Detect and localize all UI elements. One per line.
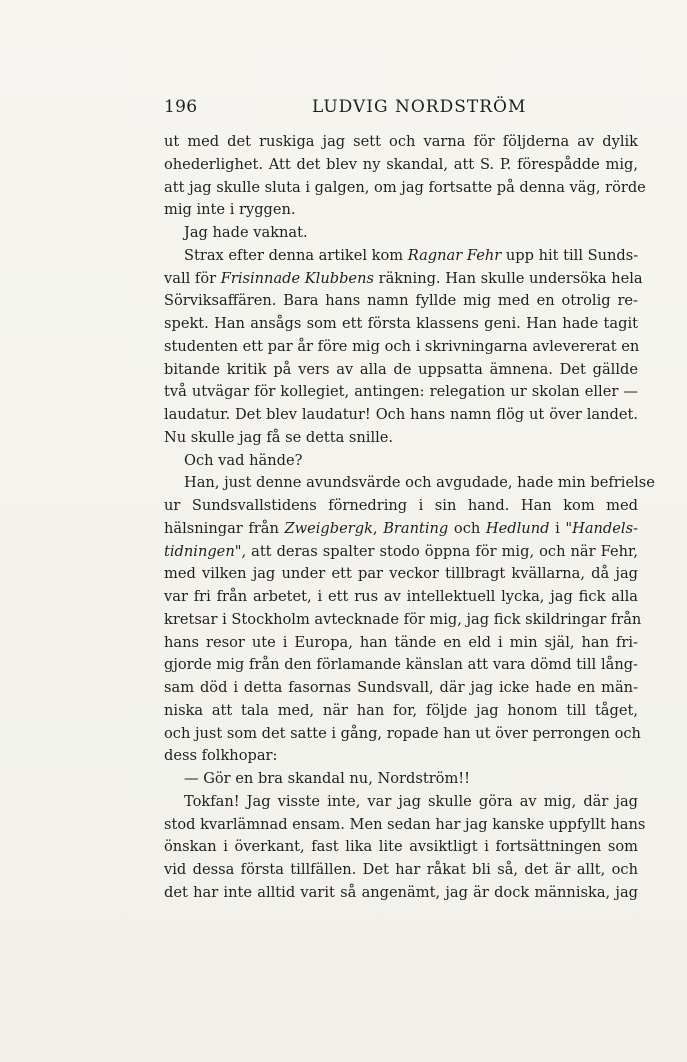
page-header bbox=[164, 97, 638, 119]
text-line: med vilken jag under ett par veckor tillbragt kvällarna, då jag bbox=[164, 565, 638, 583]
text-line: ur Sundsvallstidens förnedring i sin hand. Han kom med bbox=[164, 497, 638, 514]
text-line: bitande kritik på vers av alla de uppsatta ämnena. Det gällde bbox=[164, 360, 638, 378]
body-text bbox=[164, 131, 655, 905]
text-line: två utvägar för kollegiet, antingen: relegation ur skolan eller — bbox=[164, 383, 638, 401]
text-line: vid dessa första tillfällen. Det har råkat bli så, det är allt, och bbox=[164, 861, 638, 878]
text-line: önskan i överkant, fast lika lite avsiktligt i fortsättningen som bbox=[164, 838, 638, 856]
text-line: hälsningar från Zweigbergk, Branting och Hedlund i "Handels- bbox=[164, 519, 638, 537]
text-line: Tokfan! Jag visste inte, var jag skulle göra av mig, där jag bbox=[184, 792, 638, 810]
text-line: spekt. Han ansågs som ett första klassens geni. Han hade tagit bbox=[164, 315, 638, 332]
text-line: Och vad hände? bbox=[184, 451, 303, 469]
text-line: att jag skulle sluta i galgen, om jag fortsatte på denna väg, rörde bbox=[164, 178, 646, 196]
text-line: vall för Frisinnade Klubbens räkning. Han skulle undersöka hela bbox=[164, 269, 643, 287]
text-line: det har inte alltid varit så angenämt, jag är dock människa, jag bbox=[164, 883, 638, 901]
text-line: hans resor ute i Europa, han tände en eld i min själ, han fri- bbox=[164, 633, 638, 651]
text-line: studenten ett par år före mig och i skrivningarna avlevererat en bbox=[164, 337, 640, 355]
page-number: 196 bbox=[164, 97, 198, 117]
text-line: dess folkhopar: bbox=[164, 747, 278, 765]
text-line: stod kvarlämnad ensam. Men sedan har jag kanske uppfyllt hans bbox=[164, 815, 646, 833]
text-line: laudatur. Det blev laudatur! Och hans namn flög ut över landet. bbox=[164, 406, 638, 423]
text-line: — Gör en bra skandal nu, Nordström!! bbox=[184, 770, 471, 787]
text-line: mig inte i ryggen. bbox=[164, 201, 296, 219]
text-line: Nu skulle jag få se detta snille. bbox=[164, 428, 394, 446]
text-line: niska att tala med, när han for, följde jag honom till tåget, bbox=[164, 701, 638, 719]
text-line: tidningen", att deras spalter stodo öppna för mig, och när Fehr, bbox=[164, 542, 638, 560]
text-line: Han, just denne avundsvärde och avgudade, hade min befrielse bbox=[184, 474, 655, 492]
text-line: Sörviksaffären. Bara hans namn fyllde mig med en otrolig re- bbox=[164, 292, 638, 310]
running-head: LUDVIG NORDSTRÖM bbox=[312, 97, 527, 117]
text-line: Jag hade vaknat. bbox=[184, 224, 308, 241]
text-line: kretsar i Stockholm avtecknade för mig, jag fick skildringar från bbox=[164, 610, 642, 628]
text-line: gjorde mig från den förlamande känslan att vara dömd till lång- bbox=[164, 656, 638, 674]
text-line: Strax efter denna artikel kom Ragnar Fehr upp hit till Sunds- bbox=[184, 246, 639, 264]
text-line: ohederlighet. Att det blev ny skandal, att S. P. förespådde mig, bbox=[164, 155, 638, 173]
text-line: var fri från arbetet, i ett rus av intellektuell lycka, jag fick alla bbox=[164, 588, 638, 605]
text-line: och just som det satte i gång, ropade han ut över perrongen och bbox=[164, 724, 641, 742]
text-line: ut med det ruskiga jag sett och varna för följderna av dylik bbox=[164, 133, 638, 150]
text-line: sam död i detta fasornas Sundsvall, där jag icke hade en män- bbox=[164, 679, 638, 696]
